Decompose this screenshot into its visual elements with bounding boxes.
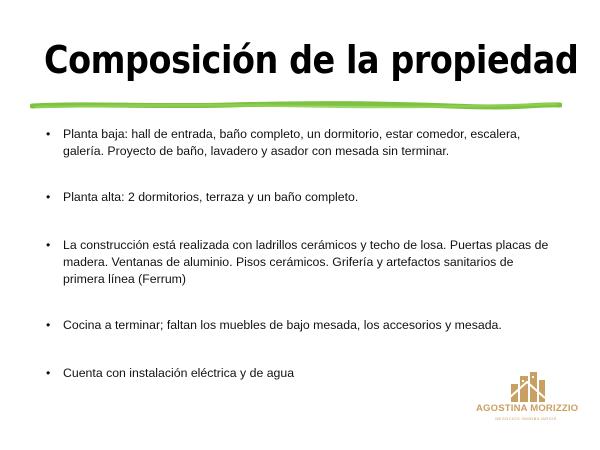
bullet-text: Planta baja: hall de entrada, baño completo, un dormitorio, estar comedor, escalera, galería. Proyecto de baño, lavadero y asador con mesada sin terminar. bbox=[63, 127, 521, 158]
bullet-item bbox=[46, 189, 554, 206]
bullet-item bbox=[46, 126, 554, 160]
bullet-marker: • bbox=[46, 238, 51, 252]
bullet-list bbox=[46, 126, 554, 382]
bullet-text: Cocina a terminar; faltan los muebles de bajo mesada, los accesorios y mesada. bbox=[63, 318, 502, 332]
bullet-item bbox=[46, 317, 554, 334]
logo-subtitle: NEGOCIOS INMOBILIARIOS bbox=[495, 416, 557, 421]
buildings-icon bbox=[507, 370, 547, 402]
logo-name: AGOSTINA MORIZZIO bbox=[476, 403, 579, 414]
bullet-text: Cuenta con instalación eléctrica y de agua bbox=[63, 366, 295, 380]
slide-title: Composición de la propiedad bbox=[44, 38, 579, 82]
company-logo bbox=[476, 370, 579, 432]
bullet-text: Planta alta: 2 dormitorios, terraza y un baño completo. bbox=[63, 190, 359, 204]
bullet-marker: • bbox=[46, 190, 51, 204]
title-underline bbox=[30, 98, 562, 112]
bullet-marker: • bbox=[46, 318, 51, 332]
bullet-text: La construcción está realizada con ladrillos cerámicos y techo de losa. Puertas placas de madera. Ventanas de aluminio. Pisos cerámicos. Grifería y artefactos sanitarios de primera línea (Ferrum) bbox=[63, 238, 549, 286]
bullet-marker: • bbox=[46, 366, 51, 380]
bullet-marker: • bbox=[46, 127, 51, 141]
bullet-item bbox=[46, 237, 554, 288]
